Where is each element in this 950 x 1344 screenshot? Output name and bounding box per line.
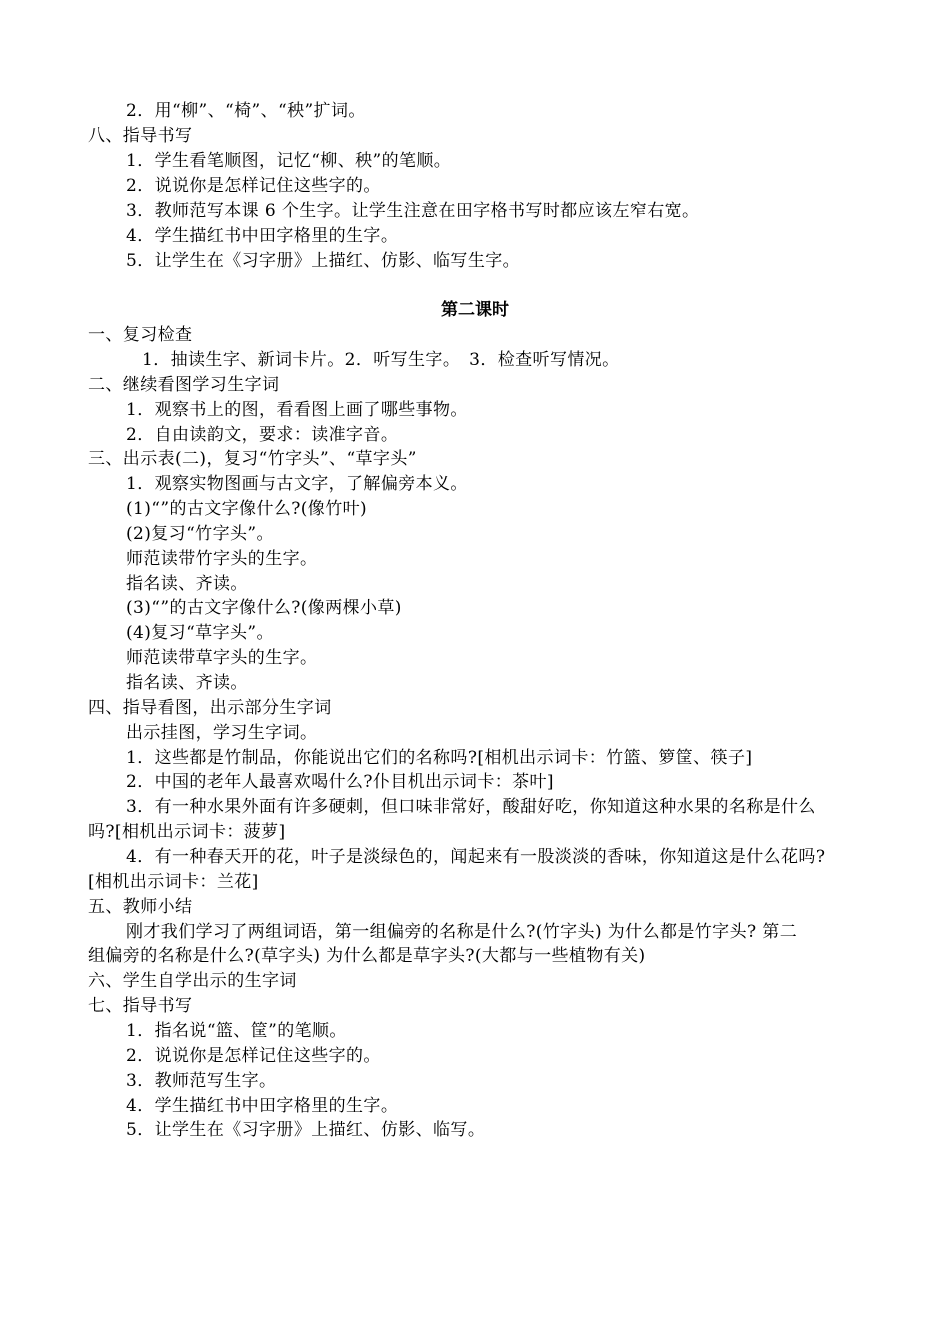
section-heading: 一、复习检查: [88, 325, 193, 345]
text-line: 5．让学生在《习字册》上描红、仿影、临写。: [126, 1120, 486, 1140]
text-line: (3)“”的古文字像什么?(像两棵小草): [126, 598, 402, 618]
text-line: 3．教师范写本课 6 个生字。让学生注意在田字格书写时都应该左窄右宽。: [126, 201, 700, 221]
text-line: 2．自由读韵文，要求：读准字音。: [126, 425, 399, 445]
section-heading: 四、指导看图，出示部分生字词: [88, 698, 332, 718]
text-line: 组偏旁的名称是什么?(草字头) 为什么都是草字头?(大都与一些植物有关): [88, 946, 646, 966]
text-line: 4．学生描红书中田字格里的生字。: [126, 226, 399, 246]
text-line: 1．观察书上的图，看看图上画了哪些事物。: [126, 400, 468, 420]
text-line: 2．用“柳”、“椅”、“秧”扩词。: [126, 101, 366, 121]
text-line: 3．教师范写生字。: [126, 1071, 277, 1091]
text-line: 指名读、齐读。: [126, 673, 248, 693]
section-heading: 八、指导书写: [88, 126, 193, 146]
text-line: (1)“”的古文字像什么?(像竹叶): [126, 499, 368, 519]
section-heading: 七、指导书写: [88, 996, 193, 1016]
text-line: (4)复习“草字头”。: [126, 623, 274, 643]
section-heading: 三、出示表(二)，复习“竹字头”、“草字头”: [88, 449, 417, 469]
section-heading: 五、教师小结: [88, 897, 193, 917]
text-line: 1．指名说“篮、筐”的笔顺。: [126, 1021, 347, 1041]
text-line: 刚才我们学习了两组词语，第一组偏旁的名称是什么?(竹字头) 为什么都是竹字头? 第二: [126, 922, 798, 942]
text-line: 1．抽读生字、新词卡片。2．听写生字。 3．检查听写情况。: [142, 350, 620, 370]
text-line: 4．学生描红书中田字格里的生字。: [126, 1096, 399, 1116]
text-line: 1．学生看笔顺图，记忆“柳、秧”的笔顺。: [126, 151, 452, 171]
text-line: 师范读带竹字头的生字。: [126, 549, 318, 569]
section-heading: 六、学生自学出示的生字词: [88, 971, 297, 991]
text-line: 2．中国的老年人最喜欢喝什么?仆目机出示词卡：茶叶]: [126, 772, 554, 792]
text-line: 吗?[相机出示词卡：菠萝]: [88, 822, 286, 842]
text-line: 3．有一种水果外面有许多硬刺，但口味非常好，酸甜好吃，你知道这种水果的名称是什么: [126, 797, 816, 817]
text-line: 指名读、齐读。: [126, 574, 248, 594]
text-line: [相机出示词卡：兰花]: [88, 872, 259, 892]
text-line: 5．让学生在《习字册》上描红、仿影、临写生字。: [126, 251, 521, 271]
text-line: 出示挂图，学习生字词。: [126, 723, 318, 743]
section-heading: 二、继续看图学习生字词: [88, 375, 280, 395]
text-line: 4．有一种春天开的花，叶子是淡绿色的，闻起来有一股淡淡的香味，你知道这是什么花吗?: [126, 847, 826, 867]
text-line: 2．说说你是怎样记住这些字的。: [126, 1046, 381, 1066]
text-line: 2．说说你是怎样记住这些字的。: [126, 176, 381, 196]
text-line: 师范读带草字头的生字。: [126, 648, 318, 668]
text-line: (2)复习“竹字头”。: [126, 524, 274, 544]
text-line: 1．观察实物图画与古文字，了解偏旁本义。: [126, 474, 468, 494]
text-line: 1．这些都是竹制品，你能说出它们的名称吗?[相机出示词卡：竹篮、箩筐、筷子]: [126, 748, 753, 768]
page-title: 第二课时: [441, 300, 509, 320]
